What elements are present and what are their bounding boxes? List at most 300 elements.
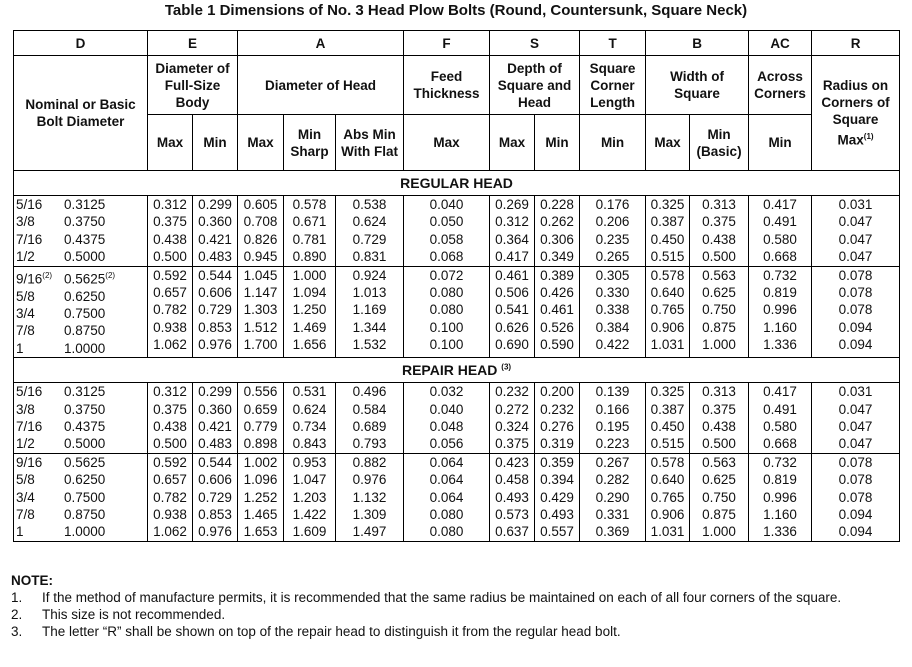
note-item: [11, 606, 901, 623]
nominal-size-line: [16, 523, 145, 540]
dimension-value: 0.100: [429, 319, 464, 335]
basic-decimal-diameter: 0.4375: [64, 231, 106, 247]
dimension-value: 0.606: [198, 472, 232, 488]
nominal-size-line: [16, 196, 145, 213]
note-item: [11, 589, 901, 606]
dimension-value: 1.000: [702, 337, 736, 353]
dimension-value: 0.531: [292, 384, 327, 400]
dimension-value: 0.450: [650, 418, 685, 434]
dimension-value: 0.526: [540, 319, 574, 335]
col-ac-min: Min: [749, 115, 812, 171]
dimension-value: 0.359: [540, 454, 574, 470]
dimension-value: 0.064: [429, 489, 464, 505]
basic-decimal-diameter: 0.3125: [64, 384, 106, 400]
nominal-size-line: [16, 213, 145, 230]
dimension-value: 0.750: [702, 302, 736, 318]
dimension-value: 0.793: [352, 436, 387, 452]
notes-section: [11, 572, 901, 640]
dimension-value: 1.700: [243, 337, 278, 353]
dimension-value: 0.047: [838, 401, 873, 417]
dimension-value: 0.580: [763, 231, 797, 247]
dimension-value: 0.223: [595, 436, 630, 452]
dimension-value: 0.826: [243, 231, 278, 247]
dimension-value: 0.690: [495, 337, 529, 353]
dimension-value: 0.493: [495, 489, 529, 505]
dimension-value: 0.232: [495, 384, 529, 400]
nominal-size-line: [16, 267, 145, 288]
value-cell: [535, 453, 580, 541]
dimension-value: 0.422: [595, 337, 630, 353]
dimension-value: 0.624: [292, 401, 327, 417]
col-e-min: Min: [193, 115, 238, 171]
col-desc-s: Depth of Square and Head: [490, 56, 580, 115]
dimension-value: 0.659: [243, 401, 278, 417]
dimension-value: 0.313: [702, 384, 736, 400]
col-letter-a: A: [238, 31, 404, 56]
dimension-value: 1.062: [153, 524, 187, 540]
basic-decimal-diameter: 0.3750: [64, 214, 106, 230]
col-desc-a: Diameter of Head: [238, 56, 404, 115]
value-cell: [284, 453, 336, 541]
dimension-value: 1.532: [352, 337, 387, 353]
dimension-value: 0.625: [702, 285, 736, 301]
dimension-value: 1.000: [702, 524, 736, 540]
dimension-value: 0.047: [838, 436, 873, 452]
dimension-value: 0.313: [702, 197, 736, 212]
dimension-value: 0.996: [763, 489, 797, 505]
dimension-value: 0.906: [650, 319, 685, 335]
dimension-value: 0.732: [763, 267, 797, 283]
dimension-value: 0.732: [763, 454, 797, 470]
dimension-value: 0.047: [838, 249, 873, 265]
dimension-value: 0.394: [540, 472, 574, 488]
nominal-size-line: [16, 506, 145, 523]
dimension-value: 0.040: [429, 401, 464, 417]
dimension-value: 0.058: [429, 231, 464, 247]
dimension-value: 0.375: [153, 214, 187, 230]
value-cell: [490, 266, 535, 358]
dimension-value: 0.094: [838, 319, 873, 335]
dimension-value: 0.276: [540, 418, 574, 434]
col-b-max: Max: [646, 115, 690, 171]
dimension-value: 0.657: [153, 285, 187, 301]
dimension-value: 0.538: [352, 197, 387, 212]
dimension-value: 0.668: [763, 436, 797, 452]
note-text: This size is not recommended.: [42, 607, 226, 622]
basic-decimal-diameter: 0.7500: [64, 305, 106, 321]
col-letter-r: R: [812, 31, 900, 56]
dimension-value: 0.890: [292, 249, 327, 265]
dimension-value: 0.853: [198, 507, 232, 522]
dimension-value: 1.047: [292, 472, 327, 488]
dimension-value: 0.389: [540, 267, 574, 283]
dimension-value: 0.438: [153, 231, 187, 247]
note-item: [11, 623, 901, 640]
dimension-value: 0.843: [292, 436, 327, 452]
dimension-value: 0.360: [198, 214, 232, 230]
dimension-value: 0.438: [702, 231, 736, 247]
dimension-value: 0.228: [540, 197, 574, 212]
dimension-value: 0.450: [650, 231, 685, 247]
note-text: The letter “R” shall be shown on top of the repair head to distinguish it from the regular head bolt.: [42, 624, 621, 639]
col-letter-d: D: [14, 31, 148, 56]
value-cell: [193, 383, 238, 454]
section-label-text: REPAIR HEAD: [401, 362, 498, 379]
value-cell: [535, 196, 580, 267]
dimension-value: 0.750: [702, 489, 736, 505]
dimension-value: 0.426: [540, 285, 574, 301]
footnote-ref: (3): [501, 362, 512, 372]
nominal-size-line: [16, 418, 145, 435]
dimension-value: 0.375: [495, 436, 529, 452]
dimension-value: 0.267: [595, 454, 630, 470]
dimension-value: 1.422: [292, 507, 327, 522]
basic-decimal-diameter: 0.7500: [64, 489, 106, 505]
col-letter-ac: AC: [749, 31, 812, 56]
nominal-size-line: [16, 401, 145, 418]
dimension-value: 0.765: [650, 302, 685, 318]
dimension-value: 0.324: [495, 418, 529, 434]
dimension-value: 0.325: [650, 197, 685, 212]
nominal-fraction: 9/16: [16, 454, 43, 470]
dimension-value: 0.875: [702, 319, 736, 335]
dimension-value: 0.541: [495, 302, 529, 318]
dimension-value: 0.996: [763, 302, 797, 318]
dimension-value: 0.064: [429, 454, 464, 470]
col-letter-s: S: [490, 31, 580, 56]
value-cell: [812, 196, 900, 267]
dimension-value: 0.176: [595, 197, 630, 212]
dimension-value: 1.250: [292, 302, 327, 318]
dimension-value: 1.656: [292, 337, 327, 353]
col-s-min: Min: [535, 115, 580, 171]
dimension-value: 0.461: [495, 267, 529, 283]
value-cell: [749, 383, 812, 454]
dimension-value: 0.953: [292, 454, 327, 470]
dimension-value: 0.139: [595, 384, 630, 400]
dimension-value: 0.606: [198, 285, 232, 301]
dimension-value: 0.781: [292, 231, 327, 247]
value-cell: [238, 383, 284, 454]
nominal-diameter-cell: [14, 383, 148, 454]
dimension-value: 0.544: [198, 267, 232, 283]
dimension-value: 0.515: [650, 436, 685, 452]
value-cell: [238, 266, 284, 358]
dimension-value: 1.497: [352, 524, 387, 540]
dimension-value: 0.500: [153, 249, 187, 265]
value-cell: [193, 453, 238, 541]
data-row-group: [14, 383, 900, 454]
dimension-value: 0.556: [243, 384, 278, 400]
dimension-value: 0.299: [198, 197, 232, 212]
value-cell: [404, 383, 490, 454]
value-cell: [749, 453, 812, 541]
dimension-value: 0.483: [198, 249, 232, 265]
col-desc-b: Width of Square: [646, 56, 749, 115]
dimension-value: 0.563: [702, 267, 736, 283]
nominal-size-line: [16, 248, 145, 265]
dimension-value: 0.080: [429, 302, 464, 318]
value-cell: [148, 196, 193, 267]
dimension-value: 0.671: [292, 214, 327, 230]
value-cell: [690, 266, 749, 358]
dimension-value: 0.031: [838, 384, 873, 400]
dimension-value: 1.096: [243, 472, 278, 488]
value-cell: [812, 383, 900, 454]
dimension-value: 0.668: [763, 249, 797, 265]
dimension-value: 0.031: [838, 197, 873, 212]
dimension-value: 0.080: [429, 524, 464, 540]
dimension-value: 0.100: [429, 337, 464, 353]
value-cell: [690, 196, 749, 267]
col-s-max: Max: [490, 115, 535, 171]
dimension-value: 0.625: [702, 472, 736, 488]
value-cell: [812, 266, 900, 358]
dimension-value: 0.040: [429, 197, 464, 212]
value-cell: [284, 383, 336, 454]
dimension-value: 0.657: [153, 472, 187, 488]
data-row-group: [14, 196, 900, 267]
basic-decimal-diameter: 1.0000: [64, 340, 106, 356]
dimension-value: 0.506: [495, 285, 529, 301]
value-cell: [646, 453, 690, 541]
dimension-value: 1.160: [763, 507, 797, 522]
note-number: 3.: [11, 624, 23, 639]
dimension-value: 0.312: [153, 197, 187, 212]
dimension-value: 0.078: [838, 302, 873, 318]
data-row-group: [14, 453, 900, 541]
dimension-value: 0.640: [650, 285, 685, 301]
dimension-value: 0.305: [595, 267, 630, 283]
data-row-group: [14, 266, 900, 358]
dimension-value: 0.729: [198, 302, 232, 318]
section-header-row: [14, 358, 900, 383]
basic-decimal-diameter: 0.3750: [64, 401, 106, 417]
note-number: 2.: [11, 607, 23, 622]
footnote-ref: (2): [105, 270, 116, 280]
nominal-fraction: 3/8: [16, 401, 35, 417]
dimension-value: 0.032: [429, 384, 464, 400]
dimension-value: 0.364: [495, 231, 529, 247]
nominal-fraction: 7/8: [16, 507, 35, 522]
dimension-value: 0.235: [595, 231, 630, 247]
dimension-value: 0.734: [292, 418, 327, 434]
dimension-value: 0.080: [429, 507, 464, 522]
dimension-value: 0.882: [352, 454, 387, 470]
dimension-value: 1.031: [650, 524, 685, 540]
dimension-value: 1.303: [243, 302, 278, 318]
nominal-fraction: 5/16: [16, 197, 43, 212]
dimension-value: 0.580: [763, 418, 797, 434]
dimension-value: 0.068: [429, 249, 464, 265]
dimension-value: 0.578: [650, 454, 685, 470]
dimension-value: 0.779: [243, 418, 278, 434]
dimension-value: 0.819: [763, 472, 797, 488]
dimension-value: 1.094: [292, 285, 327, 301]
dimension-value: 1.045: [243, 267, 278, 283]
dimension-value: 0.056: [429, 436, 464, 452]
dimension-value: 1.002: [243, 454, 278, 470]
dimension-value: 0.765: [650, 489, 685, 505]
dimension-value: 0.375: [702, 401, 736, 417]
nominal-size-line: [16, 231, 145, 248]
value-cell: [148, 383, 193, 454]
dimension-value: 0.338: [595, 302, 630, 318]
dimension-value: 0.047: [838, 214, 873, 230]
col-letter-f: F: [404, 31, 490, 56]
dimension-value: 1.336: [763, 337, 797, 353]
col-a-abs-min: Abs Min With Flat: [336, 115, 404, 171]
nominal-size-line: [16, 383, 145, 400]
col-f-max: Max: [404, 115, 490, 171]
dimension-value: 0.782: [153, 489, 187, 505]
dimension-value: 0.458: [495, 472, 529, 488]
dimension-value: 0.290: [595, 489, 630, 505]
value-cell: [404, 453, 490, 541]
nominal-diameter-cell: [14, 266, 148, 358]
value-cell: [238, 196, 284, 267]
dimension-value: 0.078: [838, 489, 873, 505]
dimension-value: 0.330: [595, 285, 630, 301]
basic-decimal-diameter: 0.4375: [64, 418, 106, 434]
value-cell: [404, 196, 490, 267]
nominal-fraction: 7/8: [16, 323, 35, 339]
basic-decimal-diameter: 0.5625: [64, 271, 106, 287]
nominal-size-line: [16, 322, 145, 339]
col-desc-d: Nominal or Basic Bolt Diameter: [14, 56, 148, 171]
dimension-value: 0.938: [153, 507, 187, 522]
col-a-min-sharp: Min Sharp: [284, 115, 336, 171]
dimension-value: 0.387: [650, 401, 685, 417]
section-label: [14, 171, 900, 196]
table-title: Table 1 Dimensions of No. 3 Head Plow Bolts (Round, Countersunk, Square Neck): [164, 2, 748, 19]
dimension-value: 0.387: [650, 214, 685, 230]
value-cell: [336, 453, 404, 541]
dimension-value: 1.203: [292, 489, 327, 505]
dimension-value: 0.232: [540, 401, 574, 417]
value-cell: [580, 266, 646, 358]
dimension-value: 0.064: [429, 472, 464, 488]
dimension-value: 1.169: [352, 302, 387, 318]
dimension-value: 0.496: [352, 384, 387, 400]
dimension-value: 0.729: [352, 231, 387, 247]
basic-decimal-diameter: 0.3125: [64, 197, 106, 212]
nominal-size-line: [16, 454, 145, 471]
dimension-value: 0.924: [352, 267, 387, 283]
nominal-fraction: 3/4: [16, 489, 35, 505]
dimension-value: 0.976: [198, 524, 232, 540]
dimension-value: 0.624: [352, 214, 387, 230]
table-body: [14, 171, 900, 542]
dimension-value: 0.491: [763, 214, 797, 230]
dimension-value: 0.078: [838, 285, 873, 301]
value-cell: [336, 383, 404, 454]
nominal-size-line: [16, 435, 145, 452]
basic-decimal-diameter: 0.6250: [64, 472, 106, 488]
nominal-fraction: 3/8: [16, 214, 35, 230]
col-desc-r: [812, 56, 900, 171]
dimension-value: 0.312: [495, 214, 529, 230]
dimension-value: 0.493: [540, 507, 574, 522]
dimension-value: 0.592: [153, 454, 187, 470]
dimension-value: 0.573: [495, 507, 529, 522]
nominal-fraction: 5/8: [16, 472, 35, 488]
nominal-fraction: 5/16: [16, 384, 43, 400]
dimension-value: 0.491: [763, 401, 797, 417]
dimension-value: 0.299: [198, 384, 232, 400]
dimension-value: 1.469: [292, 319, 327, 335]
value-cell: [646, 383, 690, 454]
dimension-value: 0.265: [595, 249, 630, 265]
col-b-min: Min (Basic): [690, 115, 749, 171]
dimension-value: 1.132: [352, 489, 387, 505]
dimension-value: 0.417: [495, 249, 529, 265]
footnote-ref-1: (1): [863, 132, 874, 142]
dimension-value: 0.094: [838, 524, 873, 540]
dimension-value: 0.369: [595, 524, 630, 540]
dimension-value: 0.945: [243, 249, 278, 265]
value-cell: [580, 453, 646, 541]
dimension-value: 0.423: [495, 454, 529, 470]
value-cell: [284, 266, 336, 358]
dimension-value: 0.421: [198, 418, 232, 434]
col-desc-ac: Across Corners: [749, 56, 812, 115]
dimension-value: 0.938: [153, 319, 187, 335]
dimension-value: 0.898: [243, 436, 278, 452]
nominal-fraction: 9/16: [16, 271, 43, 287]
dimension-value: 0.976: [198, 337, 232, 353]
nominal-size-line: [16, 340, 145, 357]
value-cell: [490, 196, 535, 267]
dimension-value: 0.306: [540, 231, 574, 247]
dimension-value: 0.078: [838, 472, 873, 488]
dimension-value: 1.512: [243, 319, 278, 335]
dimension-value: 1.031: [650, 337, 685, 353]
dimension-value: 0.312: [153, 384, 187, 400]
dimension-value: 0.578: [292, 197, 327, 212]
dimension-value: 1.013: [352, 285, 387, 301]
value-cell: [404, 266, 490, 358]
dimension-value: 0.195: [595, 418, 630, 434]
footnote-ref: (2): [42, 270, 53, 280]
dimension-value: 0.417: [763, 384, 797, 400]
dimension-value: 0.906: [650, 507, 685, 522]
value-cell: [336, 196, 404, 267]
dimension-value: 1.160: [763, 319, 797, 335]
dimension-value: 0.072: [429, 267, 464, 283]
dimension-value: 0.578: [650, 267, 685, 283]
nominal-fraction: 5/8: [16, 288, 35, 304]
col-a-max: Max: [238, 115, 284, 171]
dimension-value: 0.515: [650, 249, 685, 265]
dimension-value: 0.544: [198, 454, 232, 470]
value-cell: [535, 383, 580, 454]
dimension-value: 0.331: [595, 507, 630, 522]
dimension-value: 0.729: [198, 489, 232, 505]
dimension-value: 0.637: [495, 524, 529, 540]
value-cell: [284, 196, 336, 267]
dimension-value: 0.269: [495, 197, 529, 212]
value-cell: [238, 453, 284, 541]
dimension-value: 0.375: [702, 214, 736, 230]
dimension-value: 0.429: [540, 489, 574, 505]
dimension-value: 0.483: [198, 436, 232, 452]
dimension-value: 1.252: [243, 489, 278, 505]
nominal-diameter-cell: [14, 196, 148, 267]
dimension-value: 0.592: [153, 267, 187, 283]
dimension-value: 0.782: [153, 302, 187, 318]
notes-heading: NOTE:: [11, 573, 53, 588]
